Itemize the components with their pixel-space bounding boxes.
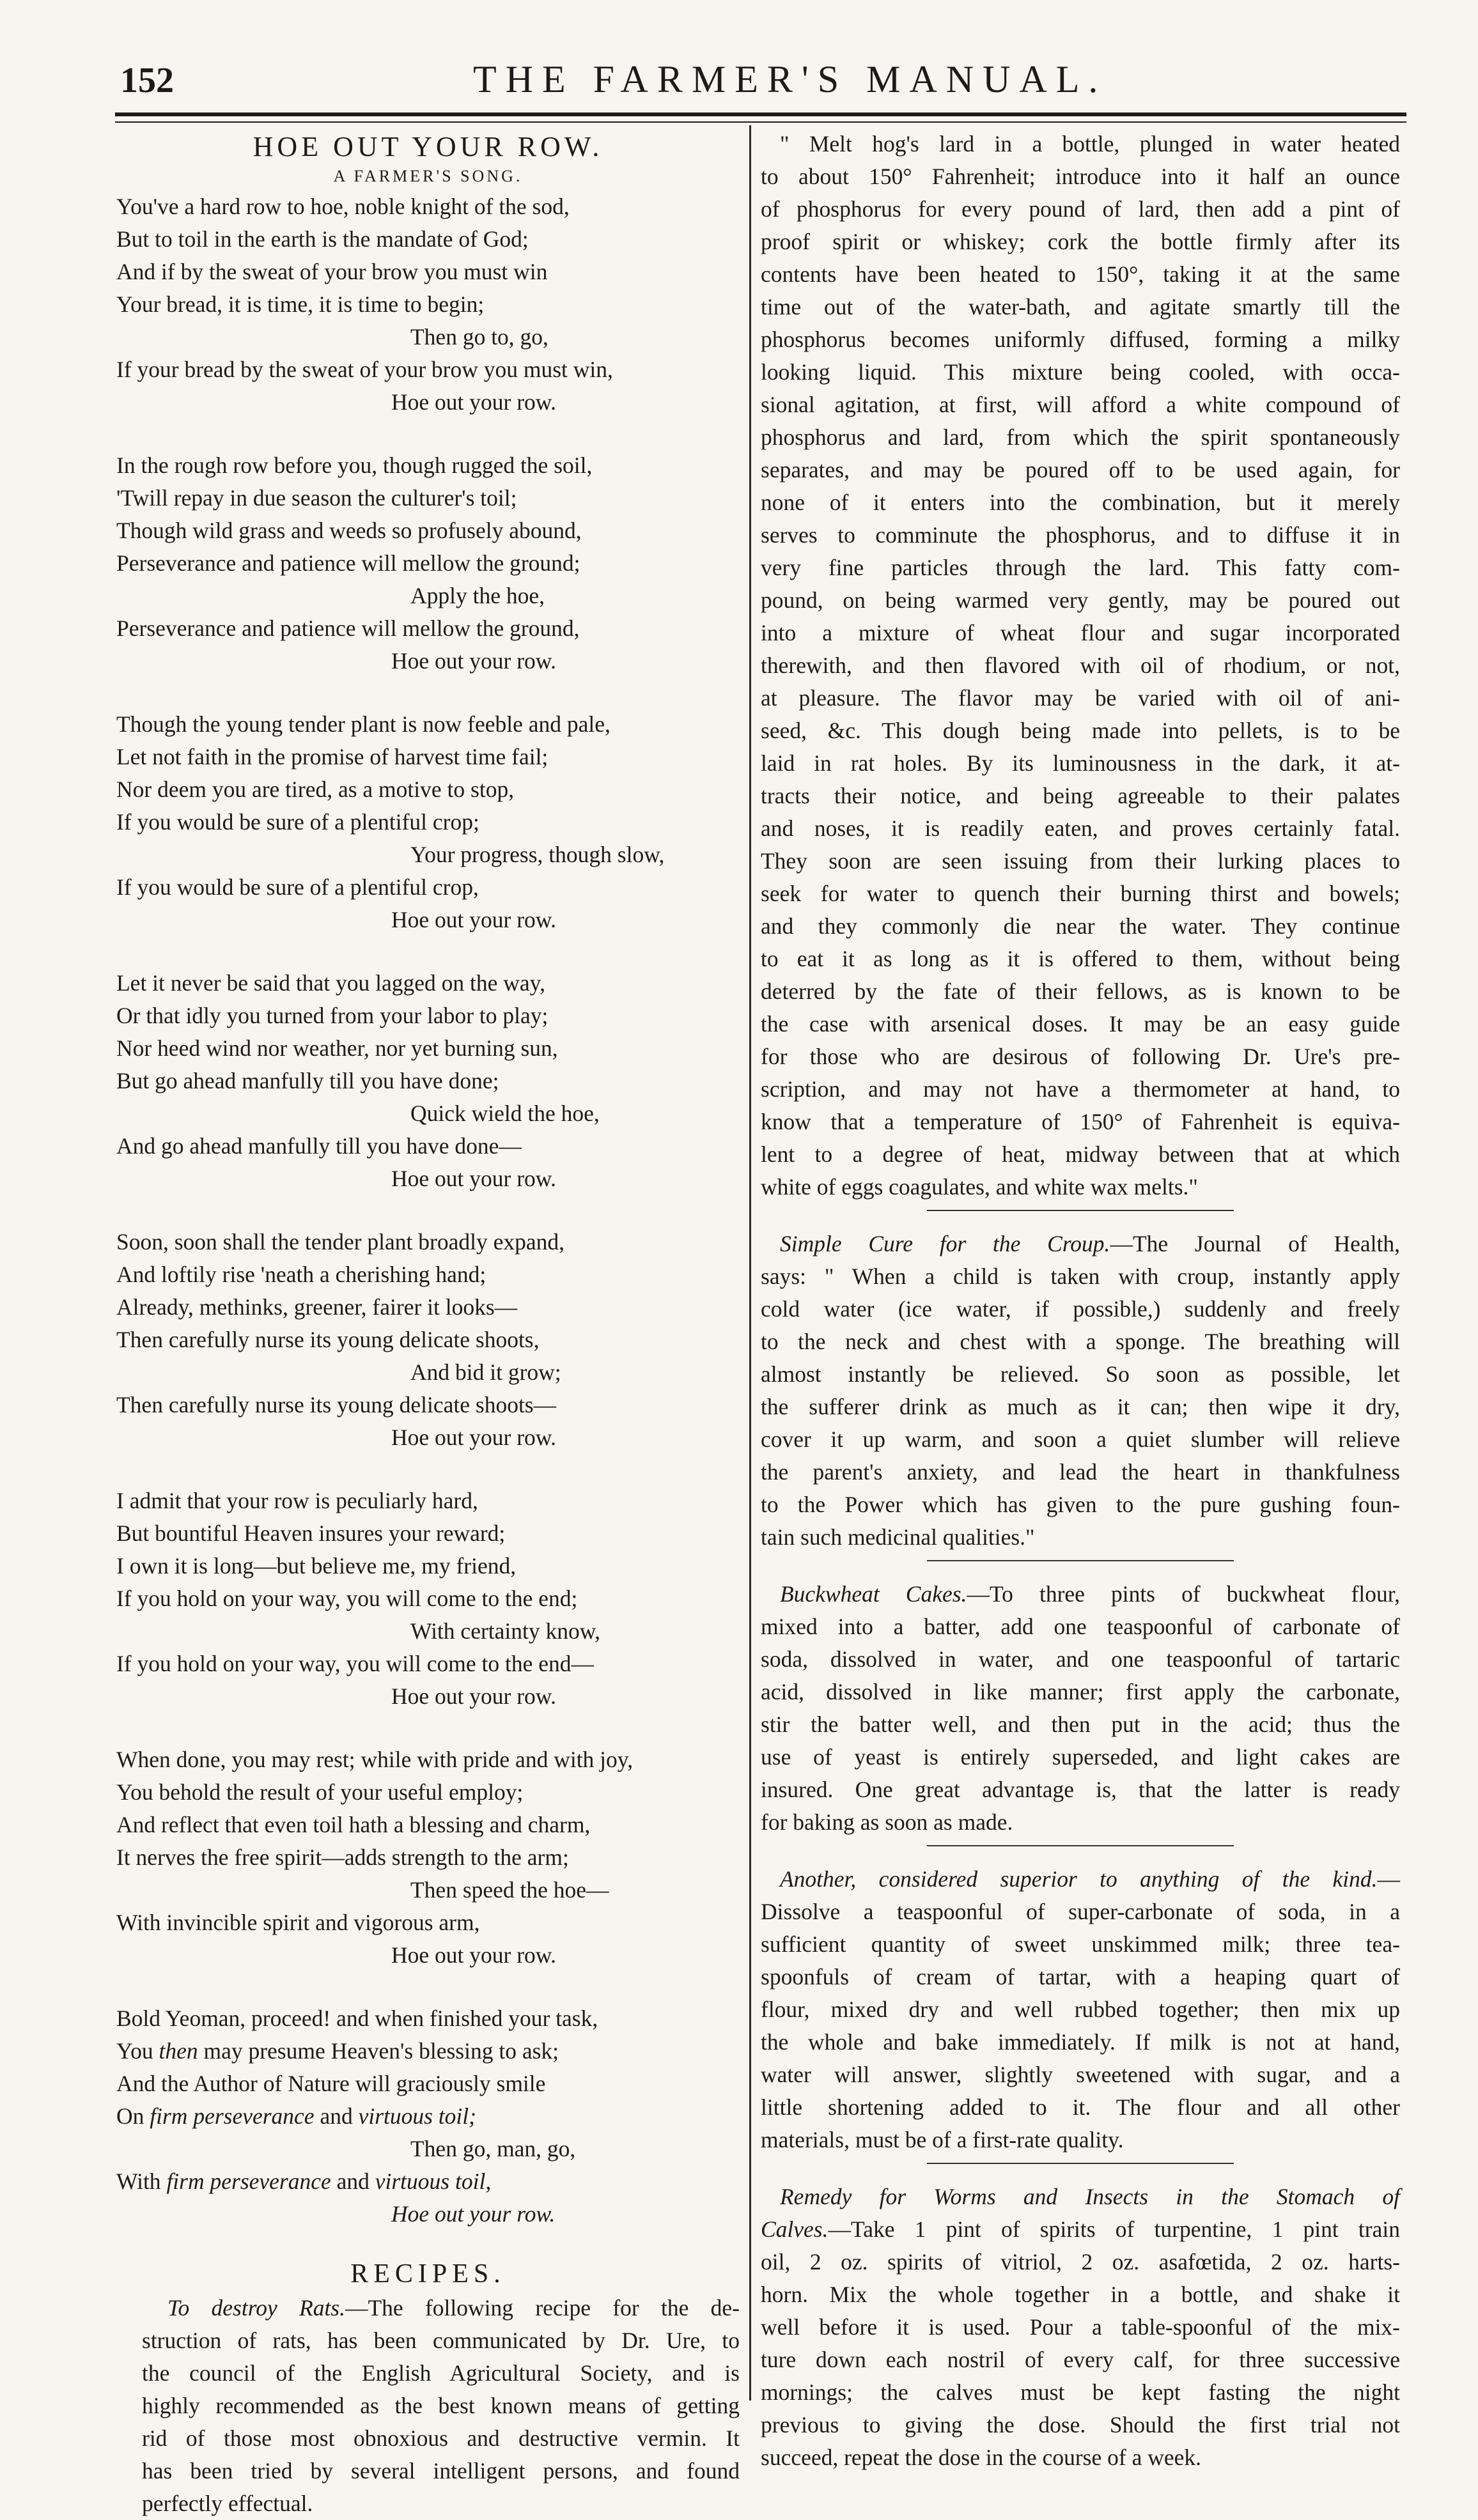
text-line: cover it up warm, and soon a quiet slumber will relieve [761,1426,1400,1452]
text-line: into a mixture of wheat flour and sugar incorporated [761,620,1400,645]
text-line: flour, mixed dry and well rubbed together; then mix up [761,1997,1400,2022]
poem-line: If you hold on your way, you will come to the end; [116,1586,578,1611]
heading-continuation: —The Journal of Health, [1110,1231,1400,1256]
text-line: cold water (ice water, if possible,) suddenly and freely [761,1296,1400,1322]
poem-subtitle: A FARMER'S SONG. [333,167,523,185]
poem-line: And the Author of Nature will graciously smile [116,2071,546,2096]
text-line: spoonfuls of cream of tartar, with a heaping quart of [761,1964,1400,1990]
text-line [761,1863,1400,1896]
recipes-title-text: RECIPES. [350,2259,506,2289]
text-line: the case with arsenical doses. It may be an easy guide [761,1011,1400,1037]
text-line: rid of those most obnoxious and destructive vermin. It [142,2425,740,2451]
text-line: sional agitation, at first, will afford a white compound of [761,392,1400,417]
text-line: stir the batter well, and then put in the acid; thus the [761,1712,1400,1737]
poem-line: If your bread by the sweat of your brow you must win, [116,357,613,382]
text-line: sufficient quantity of sweet unskimmed milk; three tea- [761,1931,1400,1957]
text-line: well before it is used. Pour a table-spoonful of the mix- [761,2314,1400,2340]
text-line: for those who are desirous of following Dr. Ure's pre- [761,1044,1400,1069]
poem-stanza [116,1226,740,1454]
text-line: insured. One great advantage is, that the latter is ready [761,1777,1400,1802]
text-line [116,2292,740,2324]
text-line: proof spirit or whiskey; cork the bottle firmly after its [761,229,1400,254]
poem-line: If you would be sure of a plentiful crop, [116,874,479,900]
poem-line: With firm perseverance and virtuous toil, [116,2168,492,2194]
poem-line: Then go to, go, [410,324,548,350]
poem-line: You then may presume Heaven's blessing to ask; [116,2038,559,2064]
text-line: laid in rat holes. By its luminousness in the dark, it at- [761,750,1400,776]
text-line: acid, dissolved in like manner; first apply the carbonate, [761,1679,1400,1704]
poem-stanza [116,708,740,936]
poem-line: Hoe out your row. [391,1166,556,1191]
poem-line: And bid it grow; [410,1359,561,1385]
text-line: horn. Mix the whole together in a bottle, and shake it [761,2282,1400,2307]
poem-line: Hoe out your row. [391,907,556,932]
text-line: the parent's anxiety, and lead the heart in thankfulness [761,1459,1400,1485]
heading-continuation: — [1377,1866,1400,1892]
poem-line: Already, methinks, greener, fairer it looks— [116,1294,518,1320]
text-line: serves to comminute the phosphorus, and to diffuse it in [761,522,1400,548]
poem-line: Hoe out your row. [391,1942,556,1968]
text-line: mornings; the calves must be kept fasting the night [761,2379,1400,2405]
text-line: and they commonly die near the water. They continue [761,913,1400,939]
header-rule-thick [115,112,1406,116]
poem-line: And if by the sweat of your brow you must win [116,259,548,284]
text-line: little shortening added to it. The flour and all other [761,2094,1400,2120]
poem-line: But bountiful Heaven insures your reward; [116,1520,506,1546]
article-heading: To destroy Rats. [167,2295,345,2321]
text-line: " Melt hog's lard in a bottle, plunged in water heated [780,131,1400,157]
poem-line: Though wild grass and weeds so profusely abound, [116,518,582,543]
poem-line: 'Twill repay in due season the culturer's toil; [116,485,517,511]
poem-line: If you would be sure of a plentiful crop; [116,809,479,835]
poem-line: Hoe out your row. [391,648,556,674]
text-line: use of yeast is entirely superseded, and light cakes are [761,1744,1400,1770]
poem-line: But go ahead manfully till you have done; [116,1068,499,1094]
poem-title: HOE OUT YOUR ROW. [253,131,603,162]
poem-line: But to toil in the earth is the mandate of God; [116,226,529,252]
poem-line: Then speed the hoe— [410,1877,609,1903]
text-line: Dissolve a teaspoonful of super-carbonate of soda, in a [761,1899,1400,1924]
text-line: tracts their notice, and being agreeable to their palates [761,783,1400,808]
text-line: pound, on being warmed very gently, may be poured out [761,587,1400,613]
text-line: perfectly effectual. [142,2491,313,2516]
poem-line: Nor deem you are tired, as a motive to stop, [116,777,515,802]
poem-line: It nerves the free spirit—adds strength to the arm; [116,1844,569,1870]
poem-line: And loftily rise 'neath a cherishing hand; [116,1262,486,1287]
text-line: time out of the water-bath, and agitate smartly till the [761,294,1400,320]
poem-stanza [116,449,740,677]
right-column [761,128,1400,2474]
heading-continuation: —The following recipe for the de- [345,2295,740,2321]
separator-rule [927,1845,1234,1846]
poem-line: You've a hard row to hoe, noble knight of the sod, [116,194,570,219]
text-line: of phosphorus for every pound of lard, then add a pint of [761,196,1400,222]
text-line: They soon are seen issuing from their lurking places to [761,848,1400,874]
rats-recipe-quote [761,128,1400,1203]
poem-line: Hoe out your row. [391,1425,556,1450]
text-line: materials, must be of a first-rate quality. [761,2127,1124,2153]
text-line: to about 150° Fahrenheit; introduce into it half an ounce [761,164,1400,189]
poem-line: And reflect that even toil hath a blessing and charm, [116,1812,591,1837]
text-line: to the Power which has given to the pure gushing foun- [761,1492,1400,1517]
text-line: struction of rats, has been communicated by Dr. Ure, to [142,2328,740,2353]
heading-continuation: —To three pints of buckwheat flour, [967,1581,1400,1607]
poem-line: Quick wield the hoe, [410,1101,600,1126]
article-heading-text: Remedy for Worms and Insects in the Stomach of [780,2184,1400,2209]
column-divider [749,125,751,2400]
text-line: looking liquid. This mixture being cooled, with occa- [761,359,1400,385]
header-rule-thin [115,121,1406,123]
poem-line: With invincible spirit and vigorous arm, [116,1910,480,1935]
text-line: know that a temperature of 150° of Fahrenheit is equiva- [761,1109,1400,1134]
poem-stanza [116,2002,740,2230]
article-heading: Simple Cure for the Croup. [780,1231,1110,1256]
heading-continuation: —Take 1 pint of spirits of turpentine, 1 pint train [828,2216,1400,2242]
text-line: phosphorus becomes uniformly diffused, forming a milky [761,327,1400,352]
poem-line: If you hold on your way, you will come to the end— [116,1651,595,1676]
text-line: soda, dissolved in water, and one teaspoonful of tartaric [761,1646,1400,1672]
text-line [761,1578,1400,1611]
article-heading [761,2181,1400,2213]
poem-line: On firm perseverance and virtuous toil; [116,2103,476,2129]
text-line: the sufferer drink as much as it can; then wipe it dry, [761,1394,1400,1419]
separator-rule [927,2163,1234,2164]
poem-line: Hoe out your row. [391,2201,556,2227]
text-line: seed, &c. This dough being made into pellets, is to be [761,718,1400,743]
poem-stanza [116,1743,740,1972]
text-line: succeed, repeat the dose in the course of a week. [761,2445,1201,2470]
text-line: phosphorus and lard, from which the spirit spontaneously [761,424,1400,450]
text-line: says: " When a child is taken with croup, instantly apply [761,1264,1400,1289]
text-line: to the neck and chest with a sponge. The breathing will [761,1329,1400,1354]
poem-line: With certainty know, [410,1618,600,1644]
poem-line: When done, you may rest; while with pride and with joy, [116,1747,634,1772]
page-header [115,56,1406,107]
poem-line: Let not faith in the promise of harvest time fail; [116,744,548,769]
text-line: oil, 2 oz. spirits of vitriol, 2 oz. asafœtida, 2 oz. harts- [761,2249,1400,2275]
poem-line: And go ahead manfully till you have done— [116,1133,522,1159]
text-line: white of eggs coagulates, and white wax melts." [761,1174,1198,1200]
worms-article [761,2181,1400,2474]
poem-line: Nor heed wind nor weather, nor yet burning sun, [116,1035,558,1061]
text-line: for baking as soon as made. [761,1809,1013,1835]
text-line: mixed into a batter, add one teaspoonful of carbonate of [761,1614,1400,1639]
text-line [761,1228,1400,1260]
text-line: separates, and may be poured off to be used again, for [761,457,1400,483]
poem-line: Perseverance and patience will mellow the ground; [116,550,580,576]
croup-article [761,1228,1400,1554]
buckwheat-article [761,1578,1400,1839]
poem-line: Though the young tender plant is now feeble and pale, [116,711,611,737]
poem-line: Your bread, it is time, it is time to begin; [116,291,485,317]
text-line: at pleasure. The flavor may be varied with oil of ani- [761,685,1400,711]
poem-line: Then go, man, go, [410,2136,576,2161]
poem-line: In the rough row before you, though rugged the soil, [116,452,593,478]
poem-line: Or that idly you turned from your labor to play; [116,1003,548,1028]
separator-rule [927,1560,1234,1561]
text-line: very fine particles through the lard. This fatty com- [761,555,1400,580]
poem-line: I own it is long—but believe me, my friend, [116,1553,517,1579]
poem-line: Soon, soon shall the tender plant broadly expand, [116,1229,564,1255]
poem-stanza [116,1485,740,1713]
text-line: the council of the English Agricultural Society, and is [142,2360,740,2386]
text-line [761,2213,1400,2246]
running-title: THE FARMER'S MANUAL. [473,58,1107,100]
poem-line: You behold the result of your useful employ; [116,1779,524,1805]
text-line: scription, and may not have a thermometer at hand, to [761,1076,1400,1102]
poem-stanza [116,967,740,1195]
text-line: deterred by the fate of their fellows, as is known to be [761,978,1400,1004]
poem-line: Perseverance and patience will mellow the ground, [116,615,580,641]
poem-line: Apply the hoe, [410,583,545,608]
text-line: to eat it as long as it is offered to them, without being [761,946,1400,971]
text-line: previous to giving the dose. Should the first trial not [761,2412,1400,2438]
poem-line: Your progress, though slow, [410,842,665,867]
poem-body [116,190,740,2230]
text-line: tain such medicinal qualities." [761,1524,1035,1550]
text-line: none of it enters into the combination, but it merely [761,490,1400,515]
another-article [761,1863,1400,2156]
poem-line: Let it never be said that you lagged on the way, [116,970,545,996]
text-line: therewith, and then flavored with oil of rhodium, or not, [761,653,1400,678]
rats-recipe-intro [116,2292,740,2520]
text-line: the whole and bake immediately. If milk is not at hand, [761,2029,1400,2055]
poem-line: Hoe out your row. [391,389,556,415]
text-line: water will answer, slightly sweetened with sugar, and a [761,2062,1400,2087]
poem-line: I admit that your row is peculiarly hard, [116,1488,478,1513]
poem-line: Bold Yeoman, proceed! and when finished your task, [116,2006,598,2031]
article-heading: Buckwheat Cakes. [780,1581,967,1607]
text-line: lent to a degree of heat, midway between that at which [761,1141,1400,1167]
text-line: highly recommended as the best known means of getting [142,2393,740,2418]
page-number: 152 [120,61,174,100]
text-line: ture down each nostril of every calf, for three successive [761,2347,1400,2372]
poem-line: Then carefully nurse its young delicate shoots, [116,1327,540,1352]
left-column [116,128,740,2520]
text-line: and noses, it is readily eaten, and proves certainly fatal. [761,816,1400,841]
article-heading: Another, considered superior to anything of the kind. [780,1866,1378,1892]
recipes-title [116,2256,740,2292]
text-line: seek for water to quench their burning thirst and bowels; [761,881,1400,906]
poem-stanza [116,190,740,419]
poem-line: Hoe out your row. [391,1683,556,1709]
article-heading-text: Calves. [761,2216,828,2242]
text-line: contents have been heated to 150°, taking it at the same [761,261,1400,287]
text-line: has been tried by several intelligent persons, and found [142,2458,740,2484]
poem-line: Then carefully nurse its young delicate shoots— [116,1392,557,1418]
separator-rule [927,1210,1234,1211]
text-line: almost instantly be relieved. So soon as possible, let [761,1361,1400,1387]
